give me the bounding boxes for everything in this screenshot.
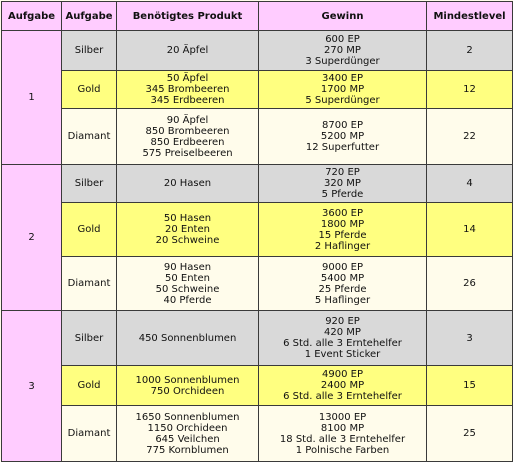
reward-line: 5200 MP	[320, 131, 365, 142]
reward-line: 5400 MP	[320, 272, 365, 284]
product-line: 750 Orchideen	[150, 385, 225, 397]
min-level-cell: 22	[427, 109, 513, 165]
header-quest: Aufgabe	[2, 2, 62, 31]
min-level-cell: 26	[427, 257, 513, 311]
min-level-cell: 12	[427, 71, 513, 109]
header-min-level: Mindestlevel	[427, 2, 513, 31]
product-line: 20 Äpfel	[166, 45, 209, 56]
rewards-cell	[259, 257, 427, 311]
quest-number: 1	[2, 31, 62, 165]
products-cell	[117, 109, 259, 165]
reward-line: 600 EP	[325, 34, 360, 45]
product-line: 775 Kornblumen	[146, 444, 229, 456]
product-line: 90 Äpfel	[166, 114, 209, 126]
reward-line: 15 Pferde	[318, 229, 367, 241]
table-row	[2, 71, 513, 109]
reward-line: 920 EP	[325, 316, 360, 327]
header-rewards: Gewinn	[259, 2, 427, 31]
rewards-cell	[259, 71, 427, 109]
reward-line: 25 Pferde	[318, 283, 367, 295]
product-line: 1150 Orchideen	[147, 422, 228, 434]
product-line: 345 Erdbeeren	[150, 95, 225, 106]
reward-line: 5 Haflinger	[314, 294, 371, 306]
quest-rewards-table	[1, 1, 513, 462]
reward-line: 8700 EP	[322, 120, 363, 131]
reward-line: 5 Superdünger	[305, 95, 380, 106]
table-row	[2, 109, 513, 165]
reward-line: 3 Superdünger	[305, 56, 380, 67]
tier-cell: Diamant	[62, 257, 117, 311]
min-level-cell: 4	[427, 165, 513, 203]
rewards-cell	[259, 406, 427, 462]
reward-line: 12 Superfutter	[305, 142, 380, 153]
reward-line: 4900 EP	[322, 369, 363, 380]
min-level-cell: 3	[427, 311, 513, 366]
product-line: 90 Hasen	[163, 261, 212, 273]
min-level-cell: 2	[427, 31, 513, 71]
products-cell	[117, 311, 259, 366]
reward-line: 8100 MP	[320, 422, 365, 434]
product-line: 20 Hasen	[163, 178, 212, 189]
products-cell	[117, 71, 259, 109]
product-line: 1650 Sonnenblumen	[135, 411, 240, 423]
tier-cell: Silber	[62, 165, 117, 203]
product-line: 575 Preiselbeeren	[142, 147, 233, 159]
tier-cell: Diamant	[62, 406, 117, 462]
reward-line: 420 MP	[324, 327, 361, 338]
reward-line: 1 Event Sticker	[304, 349, 381, 360]
header-products: Benötigtes Produkt	[117, 2, 259, 31]
table-row	[2, 257, 513, 311]
table-row	[2, 31, 513, 71]
reward-line: 1800 MP	[320, 218, 365, 230]
rewards-cell	[259, 366, 427, 406]
reward-line: 18 Std. alle 3 Erntehelfer	[279, 433, 406, 445]
reward-line: 3400 EP	[322, 73, 363, 84]
product-line: 450 Sonnenblumen	[138, 332, 237, 344]
table-row	[2, 203, 513, 257]
rewards-cell	[259, 109, 427, 165]
table-row	[2, 165, 513, 203]
reward-line: 3600 EP	[322, 207, 363, 219]
product-line: 50 Schweine	[155, 283, 220, 295]
table-body	[2, 31, 513, 462]
header-row	[2, 2, 513, 31]
product-line: 345 Brombeeren	[145, 84, 230, 95]
product-line: 50 Äpfel	[166, 73, 209, 84]
reward-line: 1700 MP	[320, 84, 365, 95]
min-level-cell: 14	[427, 203, 513, 257]
products-cell	[117, 366, 259, 406]
reward-line: 2400 MP	[320, 380, 365, 391]
tier-cell: Diamant	[62, 109, 117, 165]
products-cell	[117, 406, 259, 462]
tier-cell: Gold	[62, 71, 117, 109]
table-row	[2, 366, 513, 406]
product-line: 850 Erdbeeren	[150, 136, 225, 148]
products-cell	[117, 31, 259, 71]
tier-cell: Gold	[62, 366, 117, 406]
tier-cell: Silber	[62, 311, 117, 366]
reward-line: 720 EP	[325, 167, 360, 178]
rewards-cell	[259, 31, 427, 71]
products-cell	[117, 203, 259, 257]
product-line: 645 Veilchen	[155, 433, 220, 445]
product-line: 20 Schweine	[155, 235, 220, 246]
table-row	[2, 311, 513, 366]
rewards-cell	[259, 165, 427, 203]
table-row	[2, 406, 513, 462]
product-line: 40 Pferde	[163, 294, 212, 306]
tier-cell: Gold	[62, 203, 117, 257]
products-cell	[117, 165, 259, 203]
min-level-cell: 15	[427, 366, 513, 406]
reward-line: 5 Pferde	[321, 189, 364, 200]
reward-line: 2 Haflinger	[314, 240, 371, 252]
reward-line: 9000 EP	[322, 261, 363, 273]
product-line: 50 Enten	[165, 272, 210, 284]
product-line: 1000 Sonnenblumen	[135, 374, 240, 386]
rewards-cell	[259, 203, 427, 257]
product-line: 20 Enten	[165, 224, 210, 235]
reward-line: 320 MP	[324, 178, 361, 189]
reward-line: 6 Std. alle 3 Erntehelfer	[283, 338, 402, 349]
reward-line: 270 MP	[324, 45, 361, 56]
min-level-cell: 25	[427, 406, 513, 462]
rewards-cell	[259, 311, 427, 366]
reward-line: 6 Std. alle 3 Erntehelfer	[283, 391, 402, 402]
products-cell	[117, 257, 259, 311]
tier-cell: Silber	[62, 31, 117, 71]
product-line: 850 Brombeeren	[145, 125, 230, 137]
quest-number: 2	[2, 165, 62, 311]
header-tier: Aufgabe	[62, 2, 117, 31]
quest-number: 3	[2, 311, 62, 462]
reward-line: 1 Polnische Farben	[295, 444, 390, 456]
reward-line: 13000 EP	[318, 411, 367, 423]
product-line: 50 Hasen	[163, 213, 212, 224]
